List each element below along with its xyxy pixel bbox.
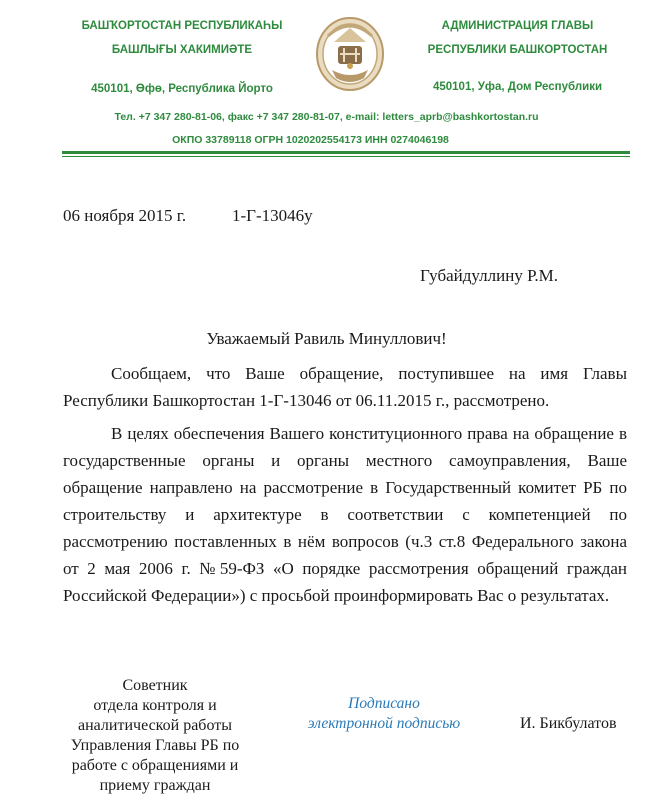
signature-position-line: Управления Главы РБ по <box>70 737 240 754</box>
signature-position <box>55 676 255 796</box>
stamp-line-2: электронной подписью <box>307 715 461 732</box>
header-right-line1: АДМИНИСТРАЦИЯ ГЛАВЫ <box>441 20 594 32</box>
header-right-line2: РЕСПУБЛИКИ БАШКОРТОСТАН <box>427 44 608 56</box>
header-left-line1: БАШҠОРТОСТАН РЕСПУБЛИКАҺЫ <box>81 20 283 32</box>
letter-paragraph-2: В целях обеспечения Вашего конституционного права на обращение в государственные органы и органы местного самоуправления, Ваше обращение направлено на рассмотрение в Государственный комитет РБ по строительству и архитектуре в соответствии с компетенцией по рассмотрению поставленных в нём вопросов (ч.3 ст.8 Федерального закона от 2 мая 2006 г. №59-ФЗ «О порядке рассмотрения обращений граждан Российской Федерации») с просьбой проинформировать Вас о результатах. <box>63 424 627 605</box>
coat-of-arms-icon <box>314 14 386 96</box>
signature-position-line: работе с обращениями и <box>71 757 239 774</box>
header-divider <box>62 151 630 154</box>
stamp-line-1: Подписано <box>348 695 420 712</box>
header-left-line2: БАШЛЫҒЫ ХАКИМИӘТЕ <box>111 44 253 56</box>
letter-body <box>63 360 627 609</box>
signature-position-line: приему граждан <box>99 777 211 794</box>
header-codes: ОКПО 33789118 ОГРН 1020202554173 ИНН 0274046198 <box>172 134 449 146</box>
header-right-address: 450101, Уфа, Дом Республики <box>432 81 603 93</box>
letter-date: 06 ноября 2015 г. <box>63 206 187 225</box>
letter-paragraph-1: Сообщаем, что Ваше обращение, поступившее на имя Главы Республики Башкортостан 1-Г-13046 от 06.11.2015 г., рассмотрено. <box>63 364 627 410</box>
signature-position-line: Советник <box>122 677 188 694</box>
header-divider-thin <box>62 156 630 157</box>
letter-addressee: Губайдуллину Р.М. <box>420 266 559 285</box>
header-left-address: 450101, Өфө, Республика Йорто <box>91 83 273 95</box>
signer-name: И. Бикбулатов <box>520 715 617 732</box>
header-contacts: Тел. +7 347 280-81-06, факс +7 347 280-81-07, e-mail: letters_aprb@bashkortostan.ru <box>114 111 539 123</box>
letter-number: 1-Г-13046у <box>232 206 313 225</box>
letter-salutation: Уважаемый Равиль Минуллович! <box>206 329 447 348</box>
signature-position-line: отдела контроля и <box>93 697 217 714</box>
signature-position-line: аналитической работы <box>78 717 232 734</box>
electronic-signature-stamp <box>298 694 470 734</box>
